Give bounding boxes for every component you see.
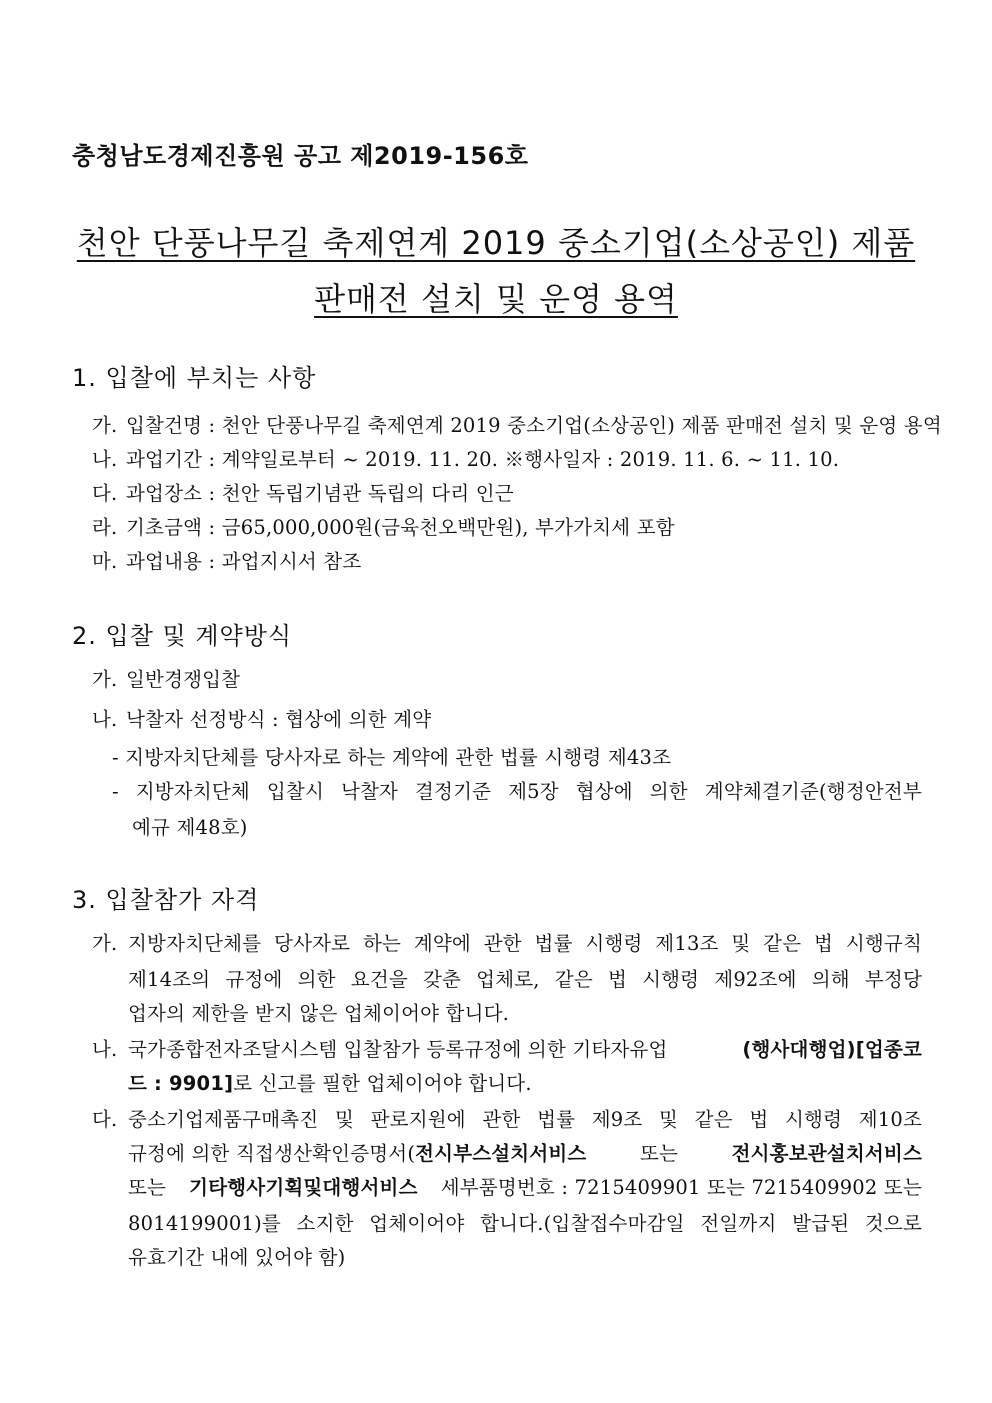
section3-item-b-line1 (128, 1034, 922, 1062)
section2-sub-item-2: - 지방자치단체 입찰시 낙찰자 결정기준 제5장 협상에 의한 계약체결기준(행정안전부 (112, 780, 922, 803)
section3-item-c-line2: 규정에 의한 직접생산확인증명서(전시부스설치서비스 또는 전시홍보관설치서비스 (128, 1142, 922, 1165)
section3-item-a-line3: 업자의 제한을 받지 않은 업체이어야 합니다. (128, 1002, 510, 1025)
section3-item-c-line5: 유효기간 내에 있어야 함) (128, 1246, 346, 1269)
document-title-line1: 천안 단풍나무길 축제연계 2019 중소기업(소상공인) 제품 (76, 224, 916, 262)
section1-item-c: 다. 과업장소 : 천안 독립기념관 독립의 다리 인근 (92, 482, 514, 505)
section3-item-c-line1: 중소기업제품구매촉진 및 판로지원에 관한 법률 제9조 및 같은 법 시행령 제10조 (128, 1108, 922, 1131)
section3-item-b-line1-text: 국가종합전자조달시스템 입찰참가 등록규정에 의한 기타자유업 (128, 1038, 668, 1061)
section3-item-a-label: 가. (92, 932, 118, 955)
document-title-line2: 판매전 설치 및 운영 용역 (314, 280, 678, 318)
section2-sub-item-1: - 지방자치단체를 당사자로 하는 계약에 관한 법률 시행령 제43조 (112, 746, 672, 769)
section1-item-b: 나. 과업기간 : 계약일로부터 ~ 2019. 11. 20. ※행사일자 : 2019. 11. 6. ~ 11. 10. (92, 448, 840, 471)
notice-number: 충청남도경제진흥원 공고 제2019-156호 (72, 142, 529, 170)
section3-item-b-line2: 드 : 9901]로 신고를 필한 업체이어야 합니다. (128, 1072, 532, 1095)
section3-item-b-label: 나. (92, 1038, 118, 1061)
section2-sub-item-2-cont: 예규 제48호) (132, 816, 248, 839)
section3-item-c-label: 다. (92, 1108, 118, 1131)
section1-item-d: 라. 기초금액 : 금65,000,000원(금육천오백만원), 부가가치세 포함 (92, 516, 675, 539)
section1-item-a: 가. 입찰건명 : 천안 단풍나무길 축제연계 2019 중소기업(소상공인) 제품 판매전 설치 및 운영 용역 (92, 414, 942, 437)
section3-item-c-line3: 또는 기타행사기획및대행서비스 세부품명번호 : 7215409901 또는 7215409902 또는 (128, 1176, 922, 1199)
section2-item-b: 나. 낙찰자 선정방식 : 협상에 의한 계약 (92, 708, 432, 731)
section1-item-e: 마. 과업내용 : 과업지시서 참조 (92, 550, 362, 573)
section3-heading: 3. 입찰참가 자격 (72, 886, 260, 914)
section1-heading: 1. 입찰에 부치는 사항 (72, 364, 317, 392)
section2-heading: 2. 입찰 및 계약방식 (72, 622, 293, 650)
section3-item-c-line4: 8014199001)를 소지한 업체이어야 합니다.(입찰접수마감일 전일까지 발급된 것으로 (128, 1212, 922, 1235)
section3-item-a-line2: 제14조의 규정에 의한 요건을 갖춘 업체로, 같은 법 시행령 제92조에 의해 부정당 (128, 968, 922, 991)
section3-item-a-line1: 지방자치단체를 당사자로 하는 계약에 관한 법률 시행령 제13조 및 같은 법 시행규칙 (128, 932, 922, 955)
section2-item-a: 가. 일반경쟁입찰 (92, 668, 241, 691)
section3-item-b-line1-bold: (행사대행업)[업종코 (742, 1038, 922, 1061)
